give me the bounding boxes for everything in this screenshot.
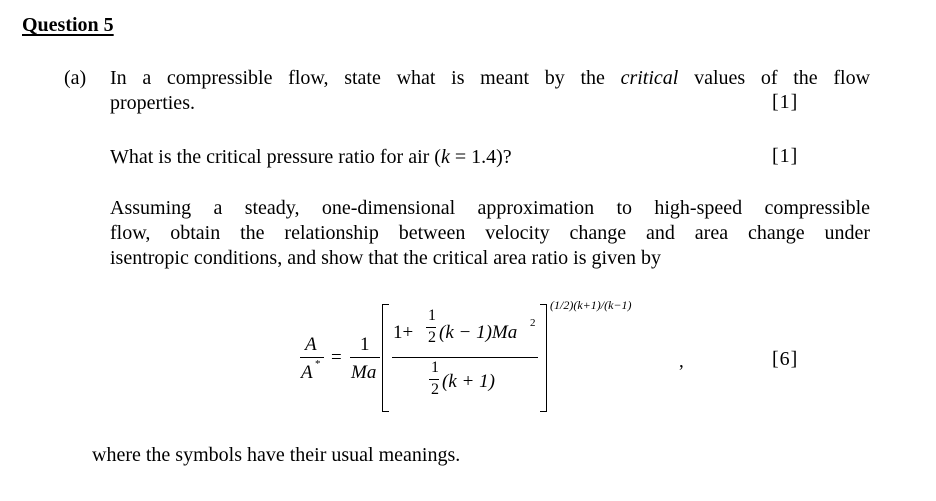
lhs-denominator: A [301,362,313,383]
den-half-numerator: 1 [431,359,439,376]
q2-text [110,145,512,170]
half-numerator: 1 [428,307,436,324]
trailing-comma: , [679,351,684,372]
q3-line3: isentropic conditions, and show that the critical area ratio is given by [110,247,661,269]
left-bracket-bottom [382,411,389,412]
q1-line1 [110,66,870,91]
q2-post: = 1.4)? [449,146,512,168]
lhs-denominator-star: * [315,358,321,370]
den-half-denominator: 2 [431,381,439,398]
ma-squared-exponent: 2 [530,317,536,329]
inner-fraction-bar [392,357,538,358]
q1-line1-emphasis: critical [620,67,679,89]
right-bracket-bottom [540,411,547,412]
right-bracket [546,304,547,412]
q2-k: k [440,146,450,168]
right-bracket-top [540,304,547,305]
q2-pre: What is the critical pressure ratio for air ( [110,146,441,168]
half-denominator: 2 [428,329,436,346]
closing-text: where the symbols have their usual meanings. [92,444,461,466]
inner-num-mid: (k − 1)Ma [439,322,518,343]
inner-num-lead: 1+ [393,322,414,343]
q3-marks: [6] [772,348,799,370]
q1-line1-pre: In a compressible flow, state what is meant by the [110,67,605,89]
left-bracket-top [382,304,389,305]
q1-line2: properties. [110,92,195,114]
one-numerator: 1 [360,334,370,355]
bracket-exponent: (1/2)(k+1)/(k−1) [550,298,632,312]
q1-line1-post: values of the flow [694,67,871,89]
left-bracket [382,304,383,412]
ma-fraction-bar [350,357,380,358]
inner-den-tail: (k + 1) [442,371,495,392]
part-label: (a) [64,67,87,89]
q3-line2: flow, obtain the relationship between velocity change and area change under [110,222,870,244]
equals-sign: = [331,347,342,368]
q3-line1: Assuming a steady, one-dimensional approximation to high-speed compressible [110,197,870,219]
q1-marks: [1] [772,91,799,113]
question-title: Question 5 [22,14,114,36]
q2-marks: [1] [772,145,799,167]
lhs-numerator: A [305,334,317,355]
ma-denominator: Ma [351,362,377,383]
